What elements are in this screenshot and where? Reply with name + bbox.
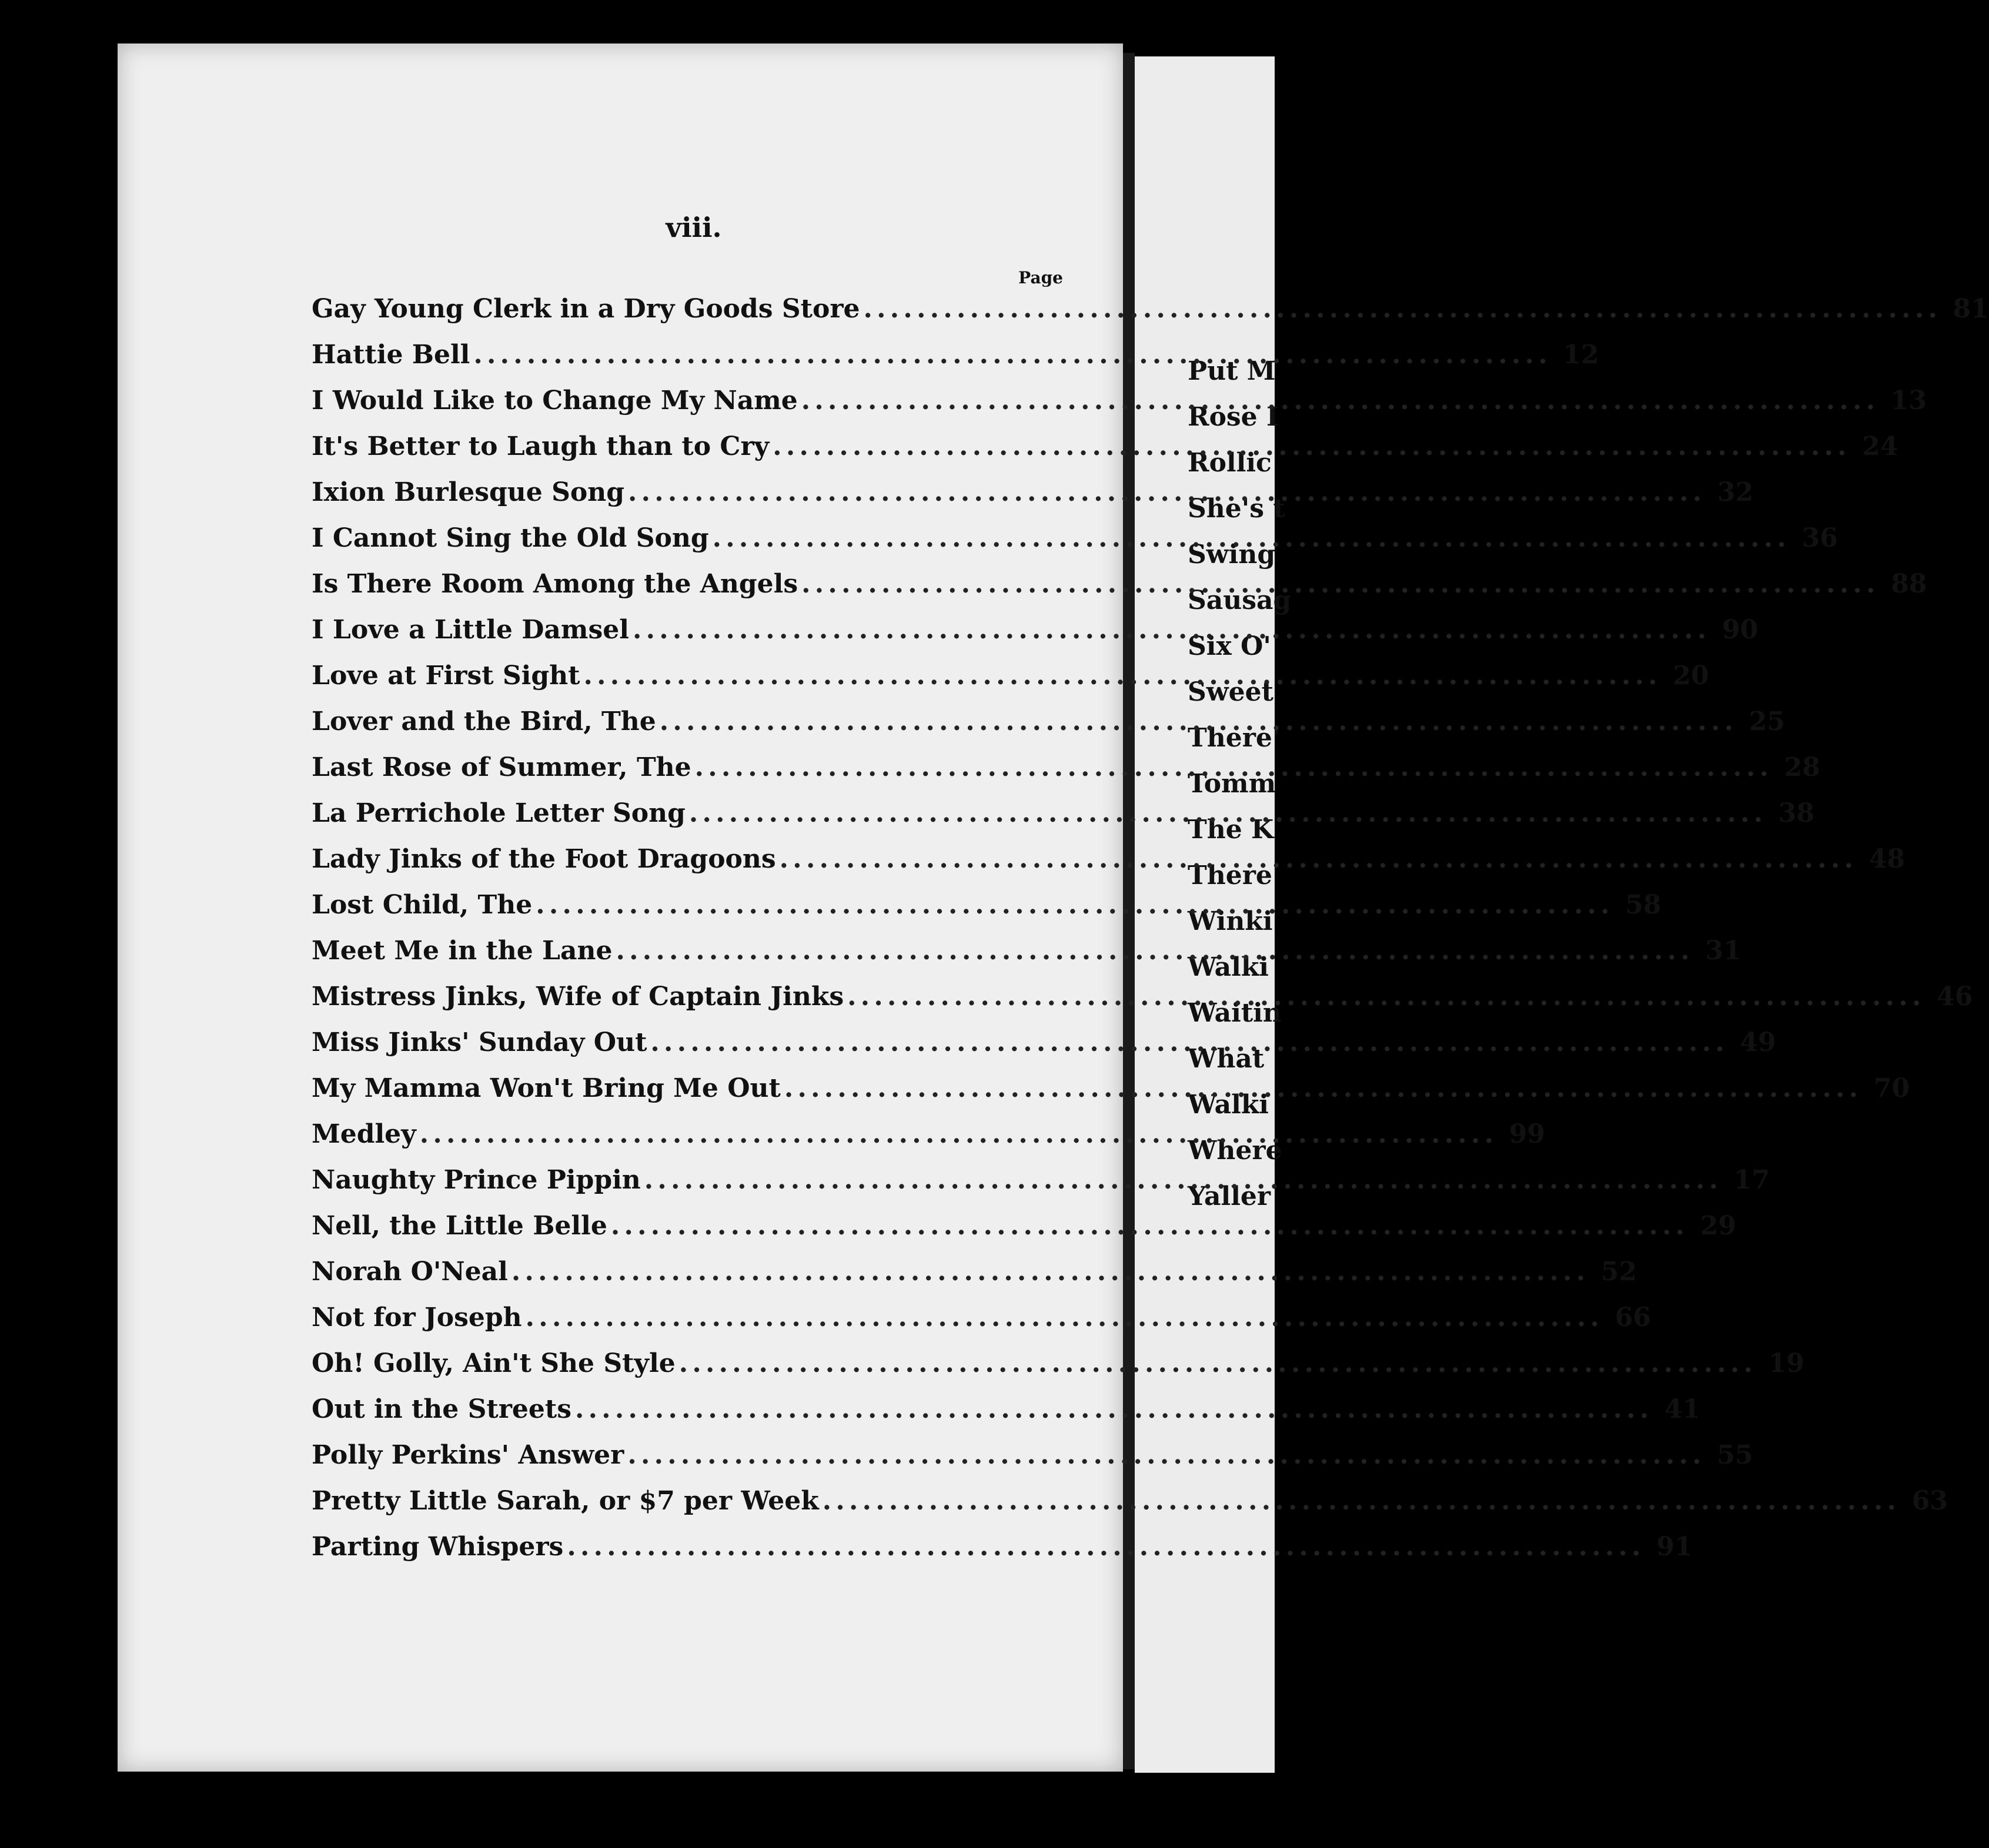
facing-entry: Rollic [1188,447,1272,478]
facing-entry: What [1188,1043,1265,1074]
toc-entry-title: Mistress Jinks, Wife of Captain Jinks [312,981,844,1012]
dot-leader [847,982,1918,1012]
facing-entry: Put M [1188,356,1276,386]
toc-entry-page-number: 88 [1891,568,1927,599]
toc-entry [312,1248,1637,1294]
toc-entry-title: Norah O'Neal [312,1256,508,1287]
dot-leader [689,798,1760,828]
toc-entry-title: My Mamma Won't Bring Me Out [312,1073,781,1103]
toc-entry-page-number: 17 [1733,1164,1770,1195]
dot-leader [536,890,1607,920]
facing-entry: Walki [1188,1089,1269,1120]
toc-entry-page-number: 66 [1614,1302,1651,1333]
toc-entry-title: Pretty Little Sarah, or $7 per Week [312,1485,819,1516]
toc-entry [312,1478,1948,1524]
toc-entry-page-number: 58 [1625,889,1662,920]
toc-entry-title: Is There Room Among the Angels [312,568,798,599]
toc-entry-page-number: 90 [1721,614,1759,645]
facing-entry: Walki [1188,952,1269,982]
toc-entry-page-number: 52 [1600,1256,1637,1287]
toc-entry [312,1203,1737,1248]
toc-entry-page-number: 70 [1873,1073,1910,1103]
facing-entry: Waitin [1188,997,1282,1028]
toc-entry-page-number: 99 [1509,1119,1546,1149]
dot-leader [801,569,1873,599]
toc-entry-title: Lady Jinks of the Foot Dragoons [312,843,776,874]
toc-entry-title: Hattie Bell [312,339,470,370]
toc-entry-page-number: 38 [1778,798,1815,828]
facing-entry: Yaller [1188,1181,1271,1211]
dot-leader [526,1303,1597,1333]
dot-leader [679,1348,1750,1378]
facing-entry: Tomm [1188,768,1276,799]
facing-entry: Where [1188,1135,1282,1166]
dot-leader [575,1394,1646,1424]
toc-entry [312,1294,1651,1340]
facing-entry: Swing [1188,539,1276,570]
toc-entry-title: Lover and the Bird, The [312,706,656,736]
toc-entry-page-number: 36 [1801,523,1838,553]
toc-entry-page-number: 31 [1705,935,1741,966]
toc-entry-page-number: 49 [1740,1027,1776,1057]
facing-entry: Winki [1188,906,1273,936]
dot-leader [784,1073,1856,1103]
toc-entry-title: La Perrichole Letter Song [312,798,686,828]
toc-entry-title: Miss Jinks' Sunday Out [312,1027,647,1057]
dot-leader [823,1486,1894,1516]
facing-entry: Sausag [1188,585,1292,615]
toc-entry-title: Not for Joseph [312,1302,522,1333]
toc-entry-page-number: 41 [1664,1394,1701,1424]
facing-entry: The K [1188,814,1274,845]
dot-leader [864,294,1935,324]
toc-entry-page-number: 25 [1749,706,1786,736]
toc-entry-title: I Love a Little Damsel [312,614,629,645]
dot-leader [567,1532,1638,1562]
toc-entry-title: Nell, the Little Belle [312,1210,607,1241]
toc-entry-title: Naughty Prince Pippin [312,1164,641,1195]
toc-entry-title: Gay Young Clerk in a Dry Goods Store [312,293,860,324]
toc-entry [312,1340,1804,1386]
toc-entry-page-number: 12 [1563,339,1599,370]
dot-leader [780,844,1851,874]
toc-entry-title: Parting Whispers [312,1531,564,1562]
dot-leader [773,431,1844,461]
toc-entry [312,1524,1693,1569]
dot-leader [801,386,1873,416]
toc-entry-title: I Would Like to Change My Name [312,385,798,416]
dot-leader [628,477,1699,507]
toc-entry-title: I Cannot Sing the Old Song [312,523,709,553]
toc-entry-page-number: 81 [1953,293,1989,324]
facing-entry: Sweet [1188,677,1273,707]
toc-entry-title: Out in the Streets [312,1394,571,1424]
toc-entry-page-number: 13 [1890,385,1927,416]
facing-entry: Six O' [1188,631,1271,661]
toc-entry-page-number: 48 [1868,843,1905,874]
facing-entry: Rose I [1188,401,1279,432]
toc-entry-title: Lost Child, The [312,889,533,920]
toc-entry-page-number: 32 [1717,477,1754,507]
facing-entry: There [1188,860,1272,890]
toc-entry-page-number: 24 [1862,431,1898,461]
toc-entry-title: Meet Me in the Lane [312,935,613,966]
toc-entry-page-number: 46 [1937,981,1973,1012]
toc-entry-page-number: 19 [1768,1348,1804,1378]
toc-entry-title: Last Rose of Summer, The [312,752,691,782]
page-folio: viii. [666,212,722,243]
dot-leader [633,615,1704,645]
dot-leader [611,1211,1682,1241]
toc-entry-title: Ixion Burlesque Song [312,477,624,507]
toc-entry-title: Love at First Sight [312,660,580,691]
dot-leader [420,1119,1491,1149]
toc-entry-title: It's Better to Laugh than to Cry [312,431,770,461]
toc-entry-page-number: 29 [1700,1210,1737,1241]
dot-leader [650,1027,1721,1057]
facing-entry: She's t [1188,493,1285,524]
toc-entry [312,1386,1701,1432]
toc-entry-title: Polly Perkins' Answer [312,1439,624,1470]
dot-leader [695,752,1766,782]
toc-entry [312,286,1989,332]
dot-leader [660,707,1731,736]
toc-entry-title: Medley [312,1119,416,1149]
toc-entry [312,1432,1753,1478]
toc-entry-page-number: 20 [1673,660,1709,691]
dot-leader [644,1165,1716,1195]
toc-entry-page-number: 55 [1717,1439,1753,1470]
dot-leader [616,936,1687,966]
toc-entry-page-number: 28 [1784,752,1820,782]
dot-leader [473,340,1545,370]
toc-entry-page-number: 91 [1656,1531,1693,1562]
toc-entry-page-number: 63 [1911,1485,1948,1516]
facing-entry: There' [1188,722,1281,753]
dot-leader [627,1440,1699,1470]
dot-leader [583,661,1654,691]
toc-entry-title: Oh! Golly, Ain't She Style [312,1348,676,1378]
dot-leader [512,1257,1583,1287]
dot-leader [713,523,1784,553]
page-column-heading: Page [1018,268,1063,287]
